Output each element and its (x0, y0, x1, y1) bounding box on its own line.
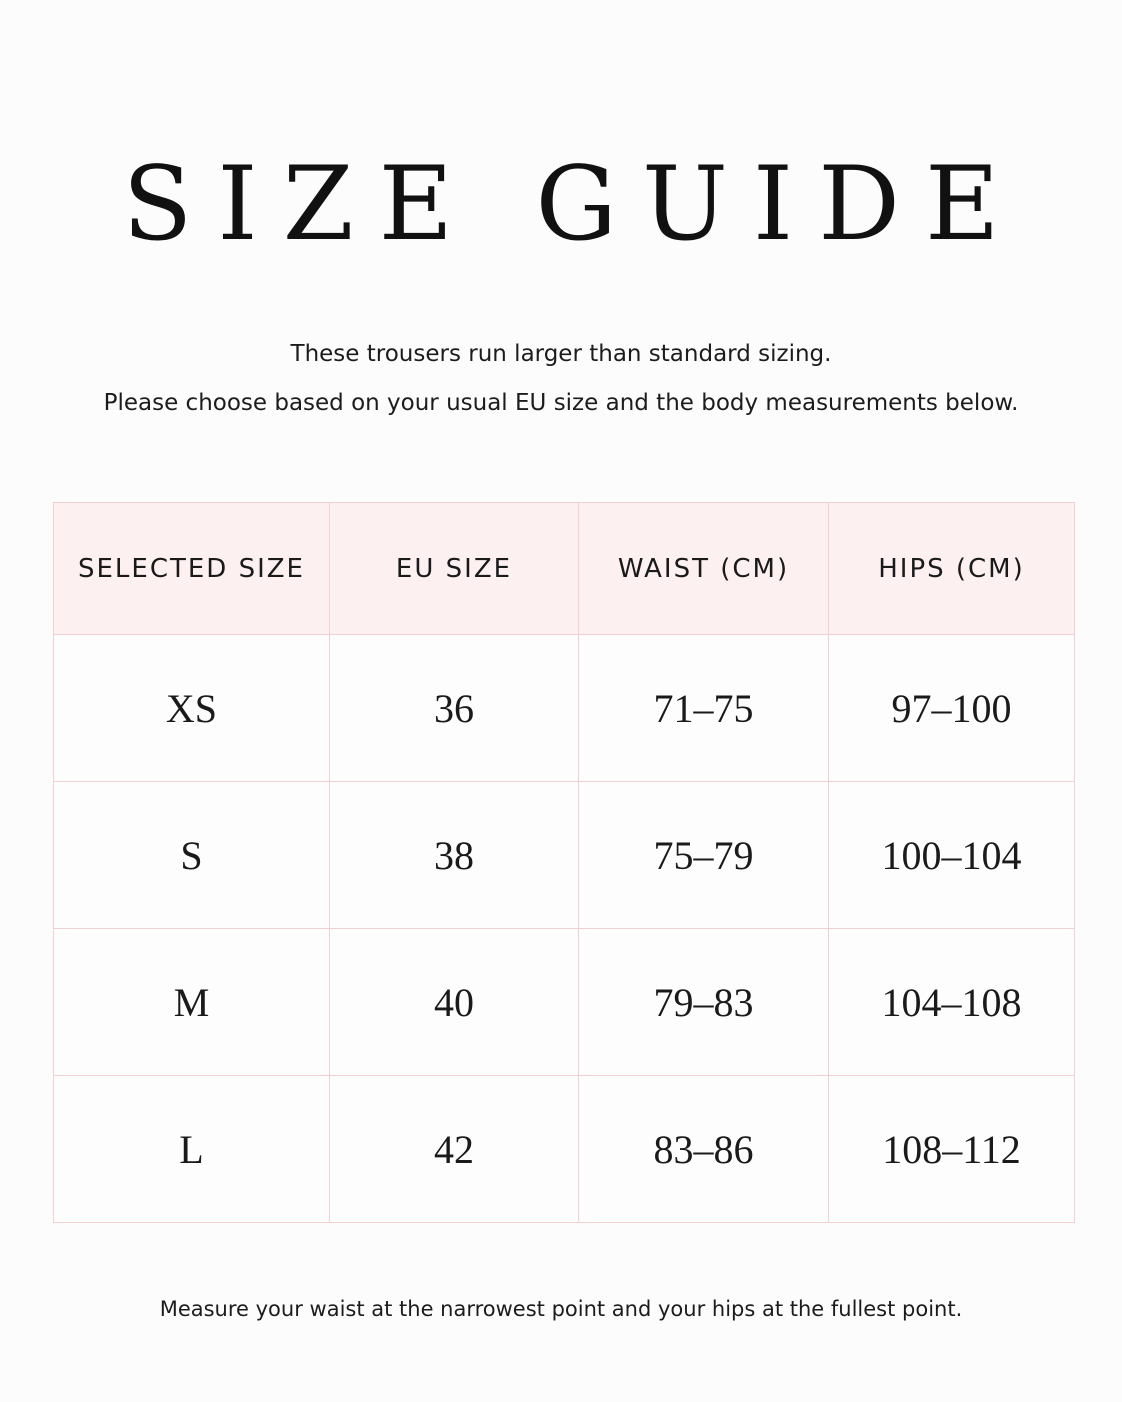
intro-line-1: These trousers run larger than standard sizing. (290, 341, 832, 367)
size-table (53, 502, 1075, 1223)
cell-hips: 108–112 (829, 1076, 1075, 1223)
cell-waist: 83–86 (579, 1076, 829, 1223)
cell-hips: 100–104 (829, 782, 1075, 929)
header-selected-size: SELECTED SIZE (54, 503, 330, 635)
header-hips: HIPS (CM) (829, 503, 1075, 635)
cell-eu-size: 38 (330, 782, 579, 929)
table-row (54, 782, 1075, 929)
cell-hips: 104–108 (829, 929, 1075, 1076)
cell-selected-size: L (54, 1076, 330, 1223)
cell-eu-size: 36 (330, 635, 579, 782)
table-row (54, 635, 1075, 782)
intro-line-2: Please choose based on your usual EU size and the body measurements below. (103, 390, 1019, 416)
cell-waist: 71–75 (579, 635, 829, 782)
cell-eu-size: 40 (330, 929, 579, 1076)
header-waist: WAIST (CM) (579, 503, 829, 635)
cell-waist: 75–79 (579, 782, 829, 929)
page-title: SIZE GUIDE (122, 145, 1025, 264)
table-row (54, 929, 1075, 1076)
cell-waist: 79–83 (579, 929, 829, 1076)
header-eu-size: EU SIZE (330, 503, 579, 635)
cell-selected-size: M (54, 929, 330, 1076)
cell-eu-size: 42 (330, 1076, 579, 1223)
cell-hips: 97–100 (829, 635, 1075, 782)
cell-selected-size: XS (54, 635, 330, 782)
table-header-row (54, 503, 1075, 635)
cell-selected-size: S (54, 782, 330, 929)
measurement-note: Measure your waist at the narrowest point and your hips at the fullest point. (159, 1297, 963, 1321)
table-row (54, 1076, 1075, 1223)
